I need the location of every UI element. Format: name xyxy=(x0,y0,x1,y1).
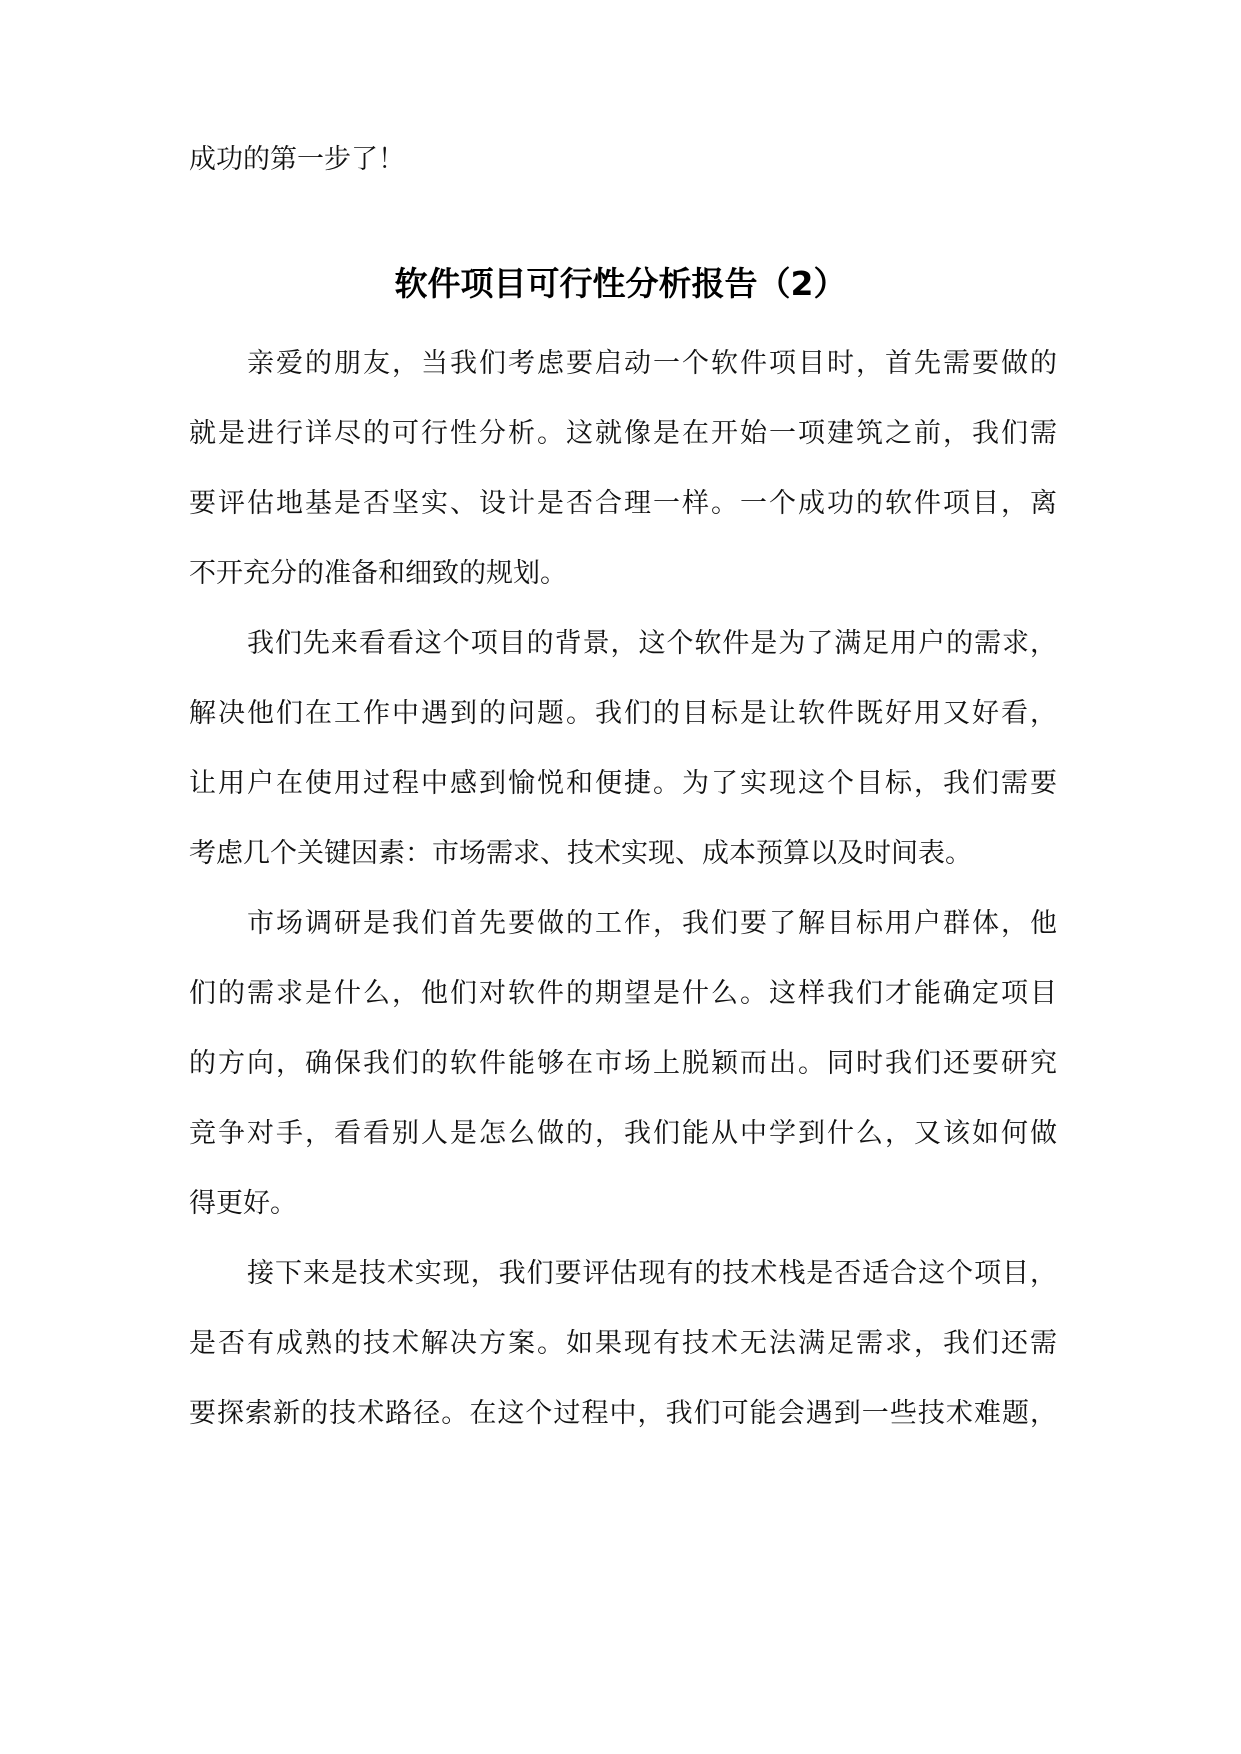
document-title: 软件项目可行性分析报告（2） xyxy=(394,264,847,303)
paragraph-line: 让用户在使用过程中感到愉悦和便捷。为了实现这个目标，我们需要 xyxy=(189,768,1057,799)
paragraph-line: 接下来是技术实现，我们要评估现有的技术栈是否适合这个项目， xyxy=(247,1258,1057,1289)
paragraph-line: 是否有成熟的技术解决方案。如果现有技术无法满足需求，我们还需 xyxy=(189,1328,1057,1359)
paragraph-line: 就是进行详尽的可行性分析。这就像是在开始一项建筑之前，我们需 xyxy=(189,418,1057,449)
paragraph-line: 考虑几个关键因素：市场需求、技术实现、成本预算以及时间表。 xyxy=(189,838,972,869)
paragraph-line: 亲爱的朋友，当我们考虑要启动一个软件项目时，首先需要做的 xyxy=(247,348,1057,379)
paragraph-line: 不开充分的准备和细致的规划。 xyxy=(189,558,567,589)
paragraph-line: 解决他们在工作中遇到的问题。我们的目标是让软件既好用又好看， xyxy=(189,698,1057,729)
paragraph-line: 市场调研是我们首先要做的工作，我们要了解目标用户群体，他 xyxy=(247,908,1057,939)
paragraph-line: 要探索新的技术路径。在这个过程中，我们可能会遇到一些技术难题， xyxy=(189,1398,1057,1429)
paragraph-line: 们的需求是什么，他们对软件的期望是什么。这样我们才能确定项目 xyxy=(189,978,1057,1009)
paragraph-line: 的方向，确保我们的软件能够在市场上脱颖而出。同时我们还要研究 xyxy=(189,1048,1057,1079)
paragraph-line: 我们先来看看这个项目的背景，这个软件是为了满足用户的需求， xyxy=(247,628,1057,659)
paragraph-line: 要评估地基是否坚实、设计是否合理一样。一个成功的软件项目，离 xyxy=(189,488,1057,519)
paragraph-line: 竞争对手，看看别人是怎么做的，我们能从中学到什么，又该如何做 xyxy=(189,1118,1057,1149)
lead-line: 成功的第一步了！ xyxy=(189,144,405,175)
paragraph-line: 得更好。 xyxy=(189,1188,297,1219)
